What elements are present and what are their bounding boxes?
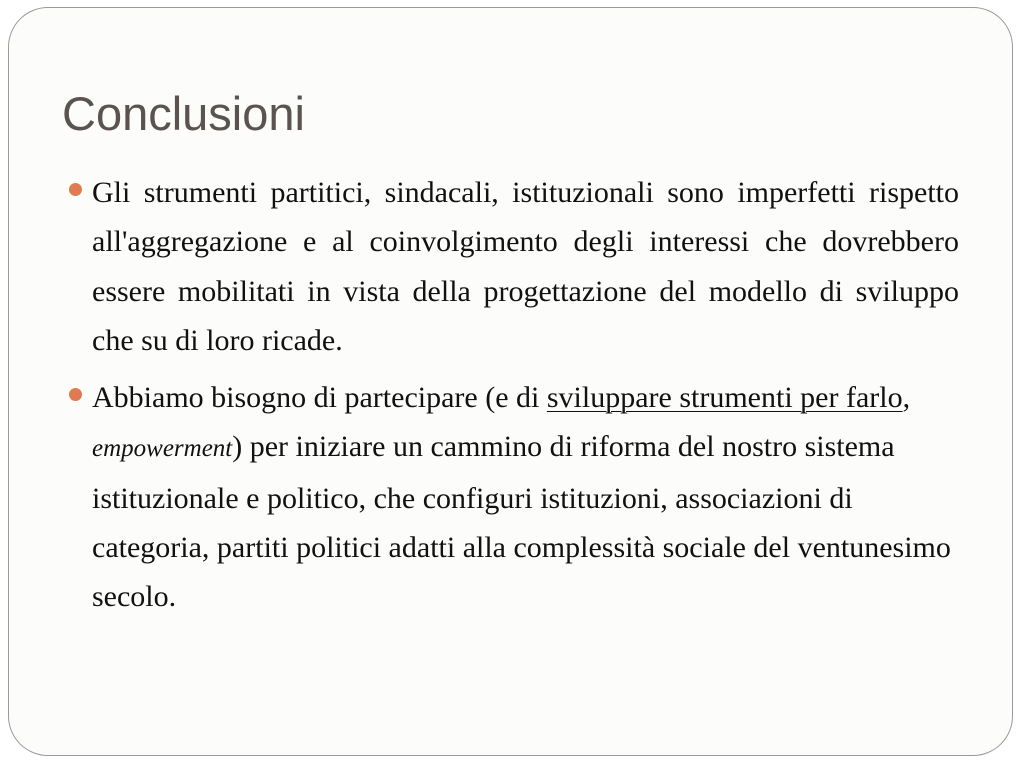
bullet-list (92, 168, 959, 622)
bullet-text-comma: , (902, 381, 911, 415)
slide-title: Conclusioni (62, 87, 305, 140)
bullet-text: Gli strumenti partitici, sindacali, istituzionali sono imperfetti rispetto all'aggregazione e al coinvolgimento degli interessi che dovrebbero essere mobilitati in vista della progettazione del modello di sviluppo che su di loro ricade. (92, 176, 959, 357)
bullet-text-prefix: Abbiamo bisogno di partecipare (e di (92, 381, 547, 415)
italic-term: empowerment (92, 435, 233, 463)
bullet-dot-icon (69, 183, 82, 196)
bullet-text-suffix: ) per iniziare un cammino di riforma del nostro sistema istituzionale e politico, che configuri istituzioni, associazioni di categoria, partiti politici adatti alla complessità sociale del ventunesimo secolo. (92, 430, 951, 614)
bullet-item (92, 168, 959, 365)
bullet-item (92, 373, 959, 621)
underlined-phrase: sviluppare strumenti per farlo (546, 381, 903, 415)
